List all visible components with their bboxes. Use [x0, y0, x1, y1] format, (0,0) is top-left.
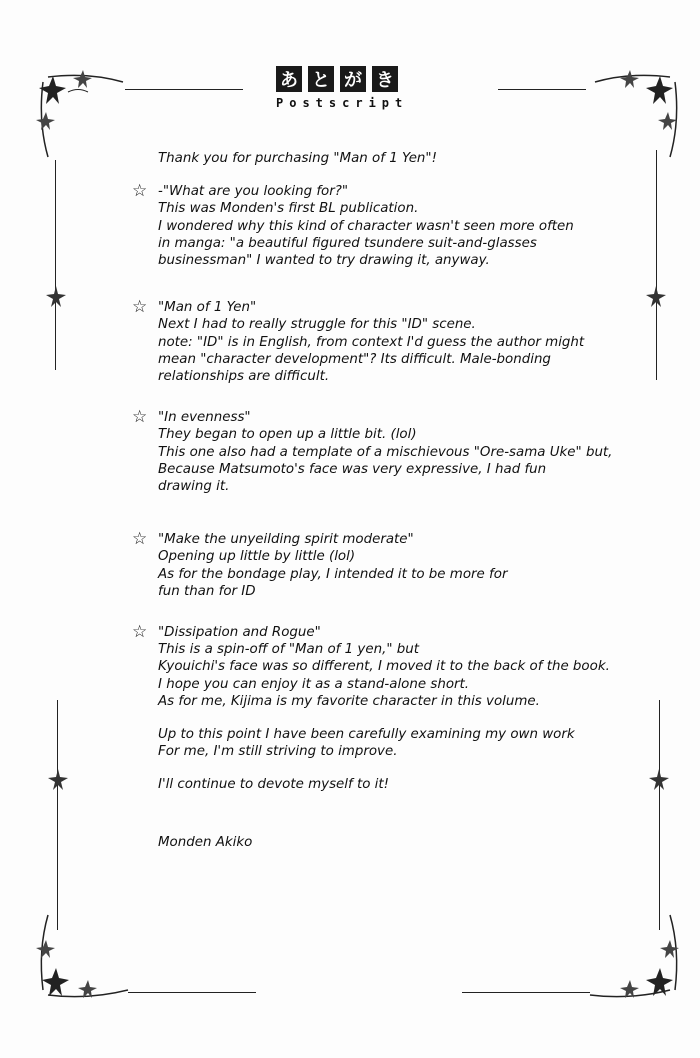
text-line: businessman" I wanted to try drawing it, anyway.: [158, 253, 490, 269]
kana-title: [276, 66, 436, 92]
text-line: note: "ID" is in English, from context I'd guess the author might: [158, 334, 585, 350]
flower-vine-icon: [28, 900, 138, 1010]
text-line: This one also had a template of a mischievous "Ore-sama Uke" but,: [158, 444, 613, 460]
frame-bottom-right-line: [462, 992, 590, 993]
postscript-header: [276, 66, 436, 118]
flower-icon: [46, 768, 70, 792]
closing-paragraph: I'll continue to devote myself to it!: [158, 777, 390, 793]
frame-bottom-left-line: [128, 992, 256, 993]
text-line: in manga: "a beautiful figured tsundere suit-and-glasses: [158, 235, 537, 251]
star-outline-icon: ☆: [132, 407, 148, 428]
closing-paragraph: [158, 726, 662, 760]
star-outline-icon: ☆: [132, 622, 148, 643]
note-section: [132, 181, 662, 269]
flower-icon: [44, 285, 68, 309]
text-line: Next I had to really struggle for this "ID" scene.: [158, 317, 476, 333]
text-line: I wondered why this kind of character wasn't seen more often: [158, 218, 574, 234]
closing-notes: [158, 726, 662, 794]
text-line: For me, I'm still striving to improve.: [158, 744, 398, 760]
note-section: [132, 529, 662, 600]
kana-char: が: [340, 66, 366, 92]
text-line: Because Matsumoto's face was very expressive, I had fun: [158, 461, 547, 477]
frame-top-right-line: [498, 89, 586, 90]
text-line: I hope you can enjoy it as a stand-alone short.: [158, 676, 470, 692]
frame-top-left-line: [125, 89, 243, 90]
text-line: mean "character development"? Its difficult. Male-bonding: [158, 351, 551, 367]
text-line: As for me, Kijima is my favorite character in this volume.: [158, 693, 540, 709]
star-outline-icon: ☆: [132, 529, 148, 550]
text-line: "Make the unyeilding spirit moderate": [158, 532, 414, 548]
text-line: "Dissipation and Rogue": [158, 625, 321, 641]
kana-char: あ: [276, 66, 302, 92]
text-line: As for the bondage play, I intended it to be more for: [158, 566, 508, 582]
frame-left-line: [55, 160, 56, 370]
note-section: [132, 407, 662, 495]
text-line: drawing it.: [158, 479, 230, 495]
note-section: [132, 297, 662, 385]
text-line: They began to open up a little bit. (lol): [158, 427, 417, 443]
note-section: [132, 622, 662, 710]
text-line: This is a spin-off of "Man of 1 yen," but: [158, 642, 419, 658]
text-line: "Man of 1 Yen": [158, 300, 257, 316]
text-line: Kyouichi's face was so different, I moved it to the back of the book.: [158, 659, 610, 675]
intro-line: Thank you for purchasing "Man of 1 Yen"!: [158, 151, 437, 166]
postscript-body: [132, 150, 662, 851]
flower-vine-icon: [580, 900, 690, 1010]
text-line: relationships are difficult.: [158, 369, 330, 385]
frame-left-lower-line: [57, 700, 58, 930]
kana-char: と: [308, 66, 334, 92]
star-outline-icon: ☆: [132, 181, 148, 202]
text-line: This was Monden's first BL publication.: [158, 201, 419, 217]
text-line: fun than for ID: [158, 583, 256, 599]
kana-char: き: [372, 66, 398, 92]
author-signature: Monden Akiko: [158, 834, 253, 850]
star-outline-icon: ☆: [132, 297, 148, 318]
flower-vine-icon: [28, 62, 138, 172]
page-subtitle: Postscript: [276, 96, 409, 110]
text-line: Up to this point I have been carefully examining my own work: [158, 727, 575, 743]
text-line: -"What are you looking for?": [158, 184, 348, 200]
text-line: Opening up little by little (lol): [158, 549, 356, 565]
text-line: "In evenness": [158, 410, 251, 426]
